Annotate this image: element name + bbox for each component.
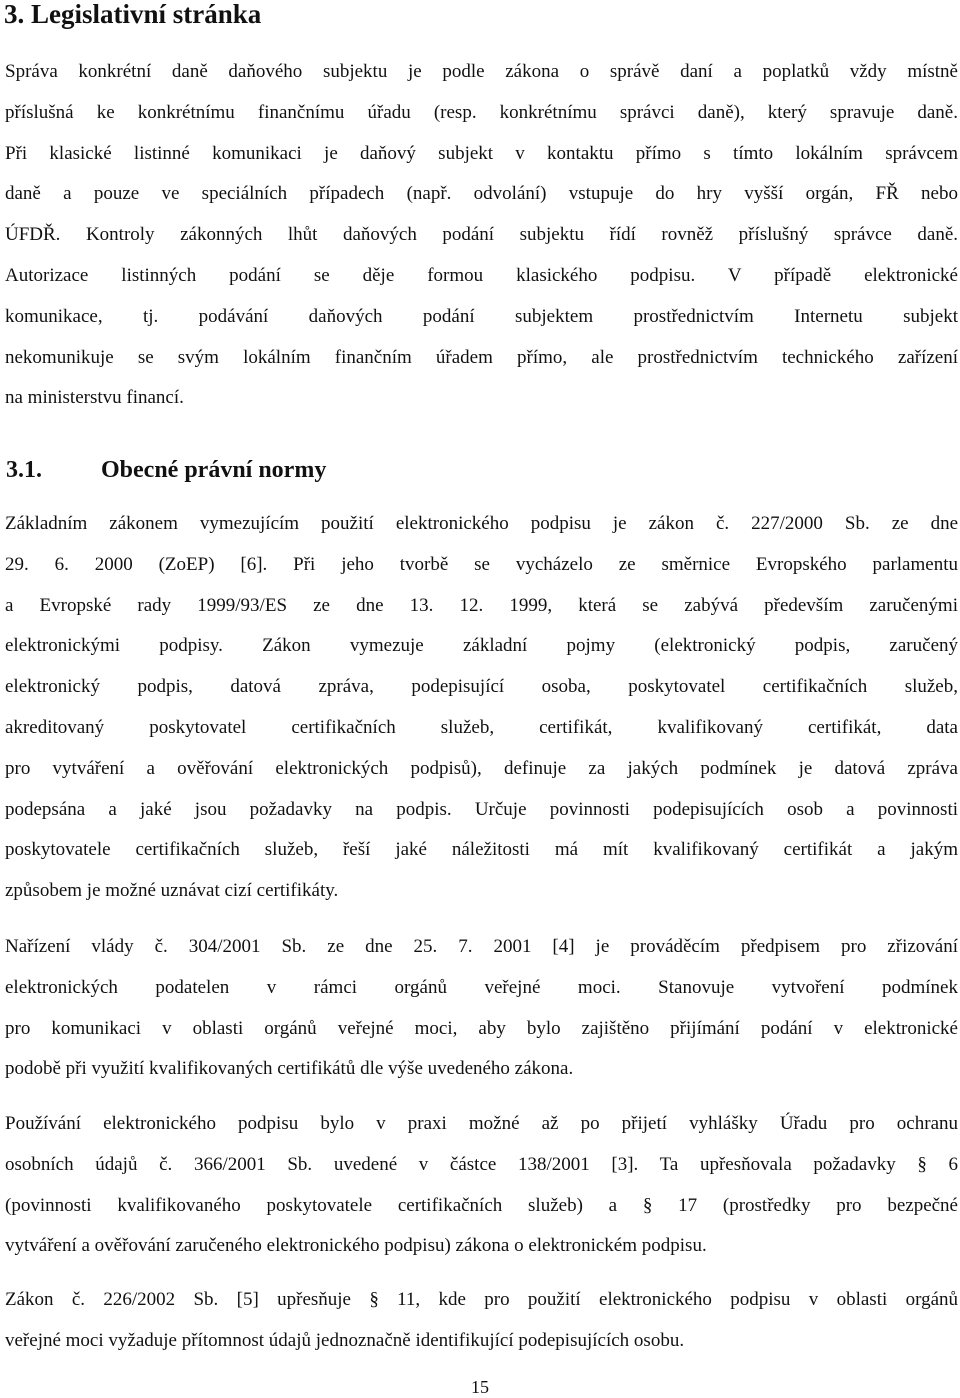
intro-paragraph [5,52,958,419]
text-line: pro komunikaci v oblasti orgánů veřejné moci, aby bylo zajištěno přijímání podání v elektronické [5,1017,958,1039]
text-line: komunikace, tj. podávání daňových podání subjektem prostřednictvím Internetu subjekt [5,305,958,327]
text-line: Při klasické listinné komunikaci je daňový subjekt v kontaktu přímo s tímto lokálním správcem [5,142,958,164]
text-line: 29. 6. 2000 (ZoEP) [6]. Při jeho tvorbě se vycházelo ze směrnice Evropského parlamentu [5,553,958,575]
text-line: elektronickými podpisy. Zákon vymezuje základní pojmy (elektronický podpis, zaručený [5,635,958,657]
section-heading: 3. Legislativní stránka [4,0,262,29]
text-line: podobě při využití kvalifikovaných certifikátů dle výše uvedeného zákona. [5,1058,574,1080]
subsection-heading [6,450,326,490]
text-line: vytváření a ověřování zaručeného elektronického podpisu) zákona o elektronickém podpisu. [5,1235,707,1257]
text-line: (povinnosti kvalifikovaného poskytovatele certifikačních služeb) a § 17 (prostředky pro bezpečné [5,1194,958,1216]
text-line: příslušná ke konkrétnímu finančnímu úřadu (resp. konkrétnímu správci daně), který spravuje daně. [5,101,958,123]
text-line: poskytovatele certifikačních služeb, řeší jaké náležitosti má mít kvalifikovaný certifikát a jakým [5,839,958,861]
text-line: na ministerstvu financí. [5,387,184,409]
text-line: daně a pouze ve speciálních případech (např. odvolání) vstupuje do hry vyšší orgán, FŘ nebo [5,183,958,205]
text-line: způsobem je možné uznávat cizí certifikáty. [5,880,339,902]
text-line: Základním zákonem vymezujícím použití elektronického podpisu je zákon č. 227/2000 Sb. ze dne [5,513,958,534]
page-number: 15 [471,1377,489,1397]
text-line: nekomunikuje se svým lokálním finančním úřadem přímo, ale prostřednictvím technického zařízení [5,346,958,368]
text-line: akreditovaný poskytovatel certifikačních služeb, certifikát, kvalifikovaný certifikát, data [5,716,958,738]
text-line: Nařízení vlády č. 304/2001 Sb. ze dne 25. 7. 2001 [4] je prováděcím předpisem pro zřizování [5,936,958,957]
text-line: podepsána a jaké jsou požadavky na podpis. Určuje povinnosti podepisujících osob a povinnosti [5,798,958,820]
paragraph-narizeni [5,927,958,1090]
text-line: Autorizace listinných podání se děje formou klasického podpisu. V případě elektronické [5,264,958,286]
text-line: elektronických podatelen v rámci orgánů veřejné moci. Stanovuje vytvoření podmínek [5,976,958,998]
subsection-number: 3.1. [6,457,42,483]
text-line: osobních údajů č. 366/2001 Sb. uvedené v částce 138/2001 [3]. Ta upřesňovala požadavky § 6 [5,1153,958,1175]
text-line: Zákon č. 226/2002 Sb. [5] upřesňuje § 11, kde pro použití elektronického podpisu v oblasti orgánů [5,1289,958,1310]
text-line: Správa konkrétní daně daňového subjektu je podle zákona o správě daní a poplatků vždy místně [5,61,958,82]
text-line: elektronický podpis, datová zpráva, podepisující osoba, poskytovatel certifikačních služeb, [5,676,958,698]
text-line: ÚFDŘ. Kontroly zákonných lhůt daňových podání subjektu řídí rovněž příslušný správce daně. [5,224,958,246]
text-line: veřejné moci vyžaduje přítomnost údajů jednoznačně identifikující podepisujících osobu. [5,1329,685,1351]
text-line: a Evropské rady 1999/93/ES ze dne 13. 12. 1999, která se zabývá především zaručenými [5,594,958,616]
paragraph-vyhlaska [5,1104,958,1267]
text-line: pro vytváření a ověřování elektronických podpisů), definuje za jakých podmínek je datová zpráva [5,757,958,779]
subsection-title: Obecné právní normy [101,457,327,483]
text-line: Používání elektronického podpisu bylo v praxi možné až po přijetí vyhlášky Úřadu pro ochranu [5,1113,958,1134]
paragraph-zakon-226 [5,1280,958,1362]
paragraph-zoep [5,504,958,912]
